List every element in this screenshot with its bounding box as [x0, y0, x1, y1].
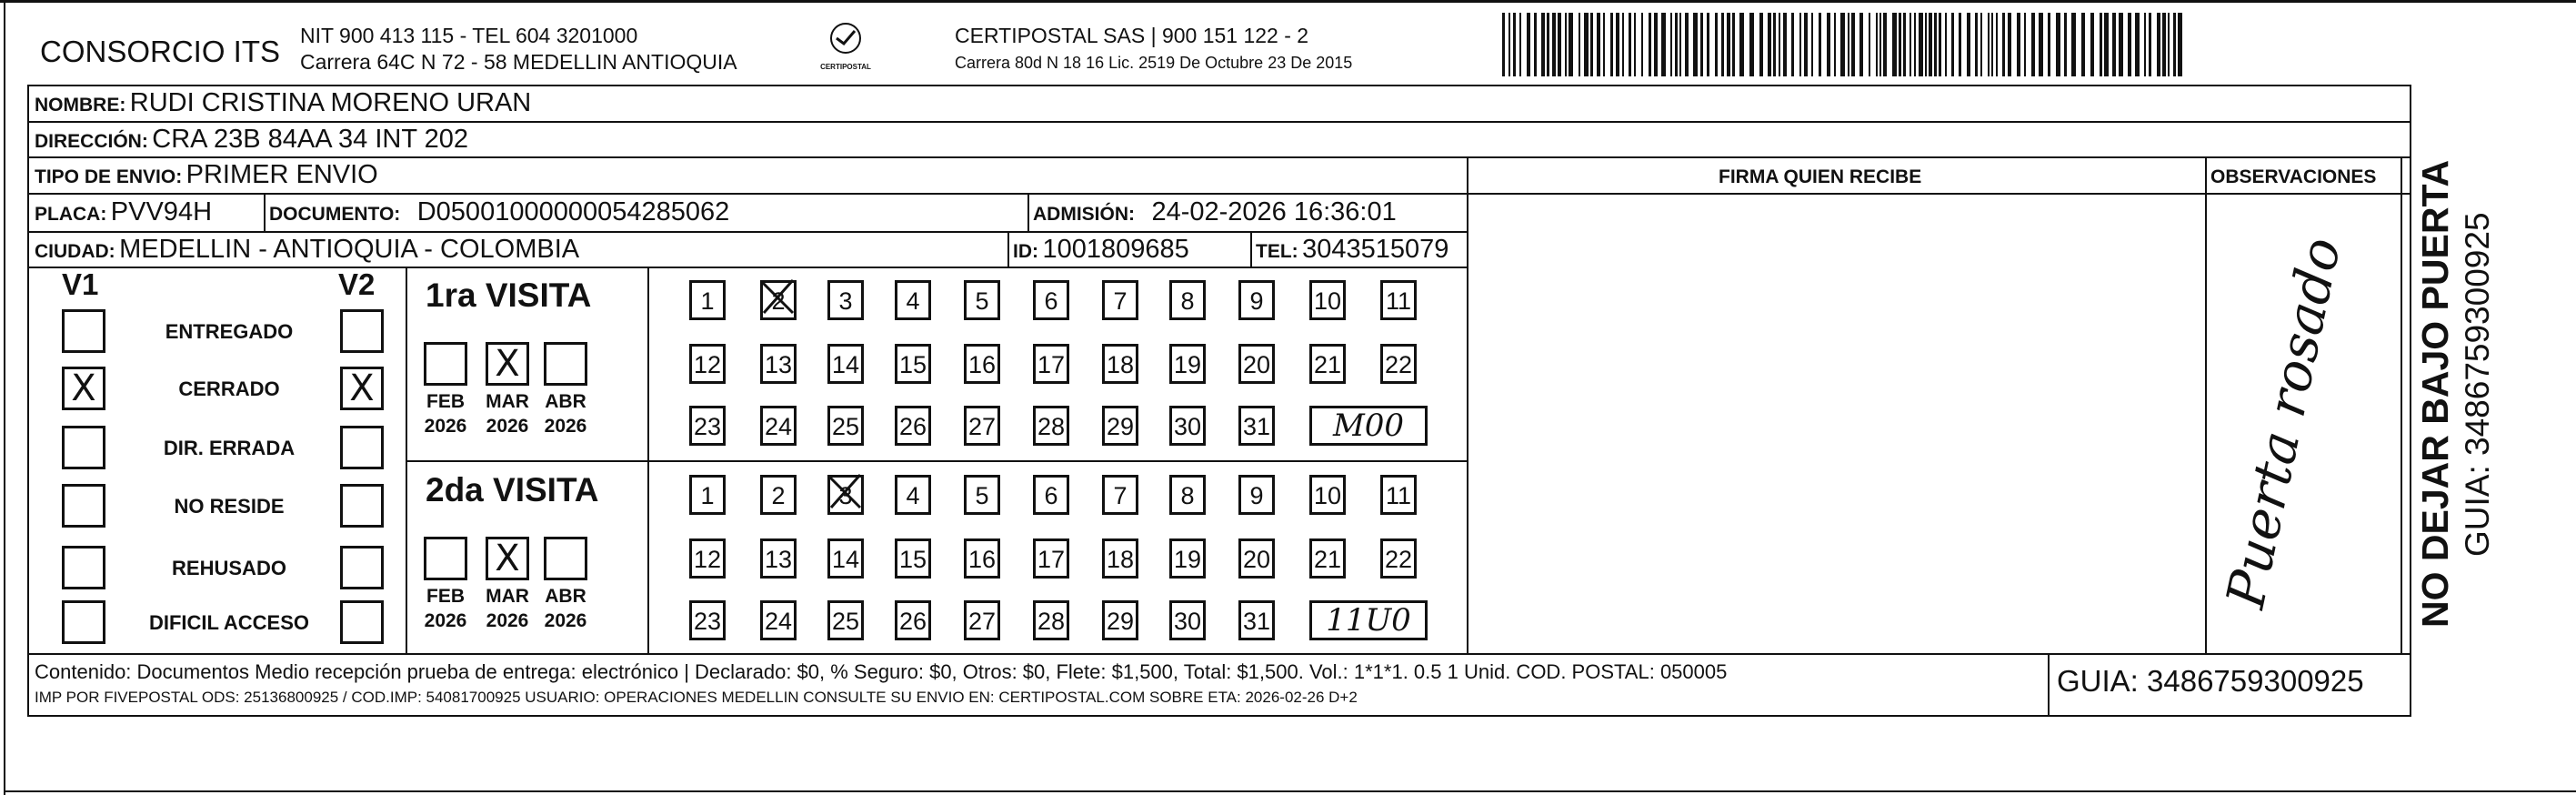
day-box[interactable]: 11: [1380, 280, 1417, 320]
observation-handwriting: Puerta rosado: [2214, 232, 2353, 614]
day-box[interactable]: 24: [760, 600, 797, 640]
month-label: ABR 2026: [544, 586, 587, 631]
day-box[interactable]: 1: [689, 280, 726, 320]
observaciones-header: OBSERVACIONES: [2210, 166, 2377, 187]
day-box[interactable]: 5: [964, 475, 1000, 515]
barcode: [1502, 13, 2184, 76]
month-label: FEB 2026: [424, 586, 467, 631]
day-box[interactable]: 30: [1169, 406, 1206, 446]
day-box[interactable]: 26: [895, 406, 931, 446]
status-label: ENTREGADO: [165, 320, 294, 343]
day-box[interactable]: 31: [1238, 600, 1275, 640]
v2-check-mark: X: [349, 367, 375, 409]
visit-title: 2da VISITA: [426, 471, 599, 508]
side-guia: GUIA: 3486759300925: [2459, 212, 2496, 557]
day-box[interactable]: 30: [1169, 600, 1206, 640]
day-box[interactable]: 25: [827, 600, 864, 640]
day-box[interactable]: 2: [760, 280, 797, 320]
day-box[interactable]: 4: [895, 475, 931, 515]
v2-checkbox[interactable]: [340, 426, 384, 469]
main-frame: [27, 85, 2411, 717]
status-label: DIFICIL ACCESO: [148, 611, 309, 634]
month-label: ABR 2026: [544, 391, 587, 437]
month-checkbox[interactable]: [544, 342, 587, 386]
v2-header: V2: [338, 267, 376, 301]
day-box[interactable]: 13: [760, 344, 797, 384]
v2-checkbox[interactable]: [340, 600, 384, 644]
day-box[interactable]: 23: [689, 406, 726, 446]
v1-checkbox[interactable]: [62, 546, 105, 589]
day-box[interactable]: 10: [1309, 475, 1346, 515]
v2-checkbox[interactable]: [340, 546, 384, 589]
placa-field: PLACA: PVV94H: [35, 197, 213, 226]
day-box[interactable]: 1: [689, 475, 726, 515]
visit-title: 1ra VISITA: [426, 277, 592, 314]
day-box[interactable]: 18: [1102, 344, 1138, 384]
firma-header: FIRMA QUIEN RECIBE: [1719, 166, 1922, 187]
day-box[interactable]: 14: [827, 344, 864, 384]
status-label: NO RESIDE: [174, 495, 285, 518]
status-label: CERRADO: [178, 377, 280, 400]
day-box[interactable]: 25: [827, 406, 864, 446]
top-edge: [0, 0, 2576, 3]
day-box[interactable]: 16: [964, 538, 1000, 579]
month-check-mark: X: [495, 538, 520, 579]
day-box[interactable]: 17: [1033, 344, 1069, 384]
month-label: MAR 2026: [486, 391, 529, 437]
day-box[interactable]: 15: [895, 344, 931, 384]
month-checkbox[interactable]: [544, 537, 587, 580]
v1-checkbox[interactable]: [62, 309, 105, 353]
day-box[interactable]: 6: [1033, 475, 1069, 515]
month-checkbox[interactable]: [486, 537, 529, 580]
tel-field: TEL: 3043515079: [1256, 235, 1449, 264]
admision-field: ADMISIÓN: 24-02-2026 16:36:01: [1033, 197, 1397, 226]
day-check-mark: [757, 273, 800, 320]
day-box[interactable]: 27: [964, 600, 1000, 640]
day-box[interactable]: 19: [1169, 344, 1206, 384]
day-box[interactable]: 21: [1309, 344, 1346, 384]
v1-checkbox[interactable]: [62, 484, 105, 528]
ciudad-field: CIUDAD: MEDELLIN - ANTIOQUIA - COLOMBIA: [35, 235, 580, 264]
day-box[interactable]: 7: [1102, 475, 1138, 515]
footer-contents: Contenido: Documentos Medio recepción prueba de entrega: electrónico | Declarado: $0, % Seguro: $0, Otros: $0, Flete: $1,500, Total: $1,500. Vol.: 1*1*1. 0.5 1 Unid. COD. POSTAL: 050005: [35, 660, 1728, 683]
v2-checkbox[interactable]: [340, 484, 384, 528]
month-checkbox[interactable]: [424, 537, 467, 580]
day-box[interactable]: 12: [689, 344, 726, 384]
day-box[interactable]: 8: [1169, 280, 1206, 320]
footer-guia: GUIA: 3486759300925: [2057, 664, 2364, 698]
day-box[interactable]: 29: [1102, 600, 1138, 640]
status-label: DIR. ERRADA: [163, 437, 296, 459]
day-box[interactable]: 10: [1309, 280, 1346, 320]
day-box[interactable]: 7: [1102, 280, 1138, 320]
day-box[interactable]: 20: [1238, 538, 1275, 579]
v1-check-mark: X: [71, 367, 96, 409]
day-box[interactable]: 14: [827, 538, 864, 579]
day-box[interactable]: 3: [827, 475, 864, 515]
day-box[interactable]: 5: [964, 280, 1000, 320]
courier-name: CERTIPOSTAL SAS | 900 151 122 - 2: [955, 24, 1309, 47]
day-box[interactable]: 19: [1169, 538, 1206, 579]
month-checkbox[interactable]: [486, 342, 529, 386]
day-box[interactable]: 26: [895, 600, 931, 640]
day-box[interactable]: 29: [1102, 406, 1138, 446]
company-address: Carrera 64C N 72 - 58 MEDELLIN ANTIOQUIA: [300, 50, 737, 74]
courier-address: Carrera 80d N 18 16 Lic. 2519 De Octubre 23 De 2015: [955, 54, 1353, 72]
day-box[interactable]: 28: [1033, 600, 1069, 640]
day-box[interactable]: 3: [827, 280, 864, 320]
company-name: CONSORCIO ITS: [40, 35, 281, 68]
month-checkbox[interactable]: [424, 342, 467, 386]
day-box[interactable]: 13: [760, 538, 797, 579]
direccion-row: DIRECCIÓN: CRA 23B 84AA 34 INT 202: [35, 125, 468, 154]
day-box[interactable]: 2: [760, 475, 797, 515]
handwritten-time: 11U0: [1309, 600, 1428, 640]
nombre-row: NOMBRE: RUDI CRISTINA MORENO URAN: [35, 88, 532, 117]
day-check-mark: [824, 468, 867, 515]
v1-checkbox[interactable]: [62, 426, 105, 469]
day-box[interactable]: 31: [1238, 406, 1275, 446]
day-box[interactable]: 4: [895, 280, 931, 320]
footer-print-info: IMP POR FIVEPOSTAL ODS: 25136800925 / COD.IMP: 54081700925 USUARIO: OPERACIONES MEDELLIN CONSULTE SU ENVIO EN: CERTIPOSTAL.COM SOBRE ETA: 2026-02-26 D+2: [35, 689, 1358, 706]
day-box[interactable]: 18: [1102, 538, 1138, 579]
v1-checkbox[interactable]: [62, 600, 105, 644]
day-box[interactable]: 9: [1238, 475, 1275, 515]
certipostal-logo: CERTIPOSTAL: [818, 22, 873, 76]
day-box[interactable]: 22: [1380, 538, 1417, 579]
v2-checkbox[interactable]: [340, 367, 384, 410]
left-edge: [4, 0, 5, 795]
documento-field: DOCUMENTO: D05001000000054285062: [269, 197, 730, 226]
day-box[interactable]: 6: [1033, 280, 1069, 320]
month-label: MAR 2026: [486, 586, 529, 631]
side-notice: NO DEJAR BAJO PUERTA: [2414, 159, 2456, 628]
tipo-row: TIPO DE ENVIO: PRIMER ENVIO: [35, 160, 378, 189]
day-box[interactable]: 22: [1380, 344, 1417, 384]
company-nit: NIT 900 413 115 - TEL 604 3201000: [300, 24, 638, 47]
day-box[interactable]: 17: [1033, 538, 1069, 579]
day-box[interactable]: 27: [964, 406, 1000, 446]
day-box[interactable]: 9: [1238, 280, 1275, 320]
id-field: ID: 1001809685: [1013, 235, 1189, 264]
day-box[interactable]: 11: [1380, 475, 1417, 515]
day-box[interactable]: 23: [689, 600, 726, 640]
status-label: REHUSADO: [172, 557, 286, 579]
month-label: FEB 2026: [424, 391, 467, 437]
day-box[interactable]: 24: [760, 406, 797, 446]
day-box[interactable]: 20: [1238, 344, 1275, 384]
handwritten-time: M00: [1309, 406, 1428, 446]
day-box[interactable]: 21: [1309, 538, 1346, 579]
day-box[interactable]: 15: [895, 538, 931, 579]
day-box[interactable]: 28: [1033, 406, 1069, 446]
v2-checkbox[interactable]: [340, 309, 384, 353]
bottom-edge: [4, 790, 2576, 792]
day-box[interactable]: 16: [964, 344, 1000, 384]
day-box[interactable]: 12: [689, 538, 726, 579]
v1-header: V1: [62, 267, 99, 301]
month-check-mark: X: [495, 343, 520, 385]
v1-checkbox[interactable]: [62, 367, 105, 410]
day-box[interactable]: 8: [1169, 475, 1206, 515]
